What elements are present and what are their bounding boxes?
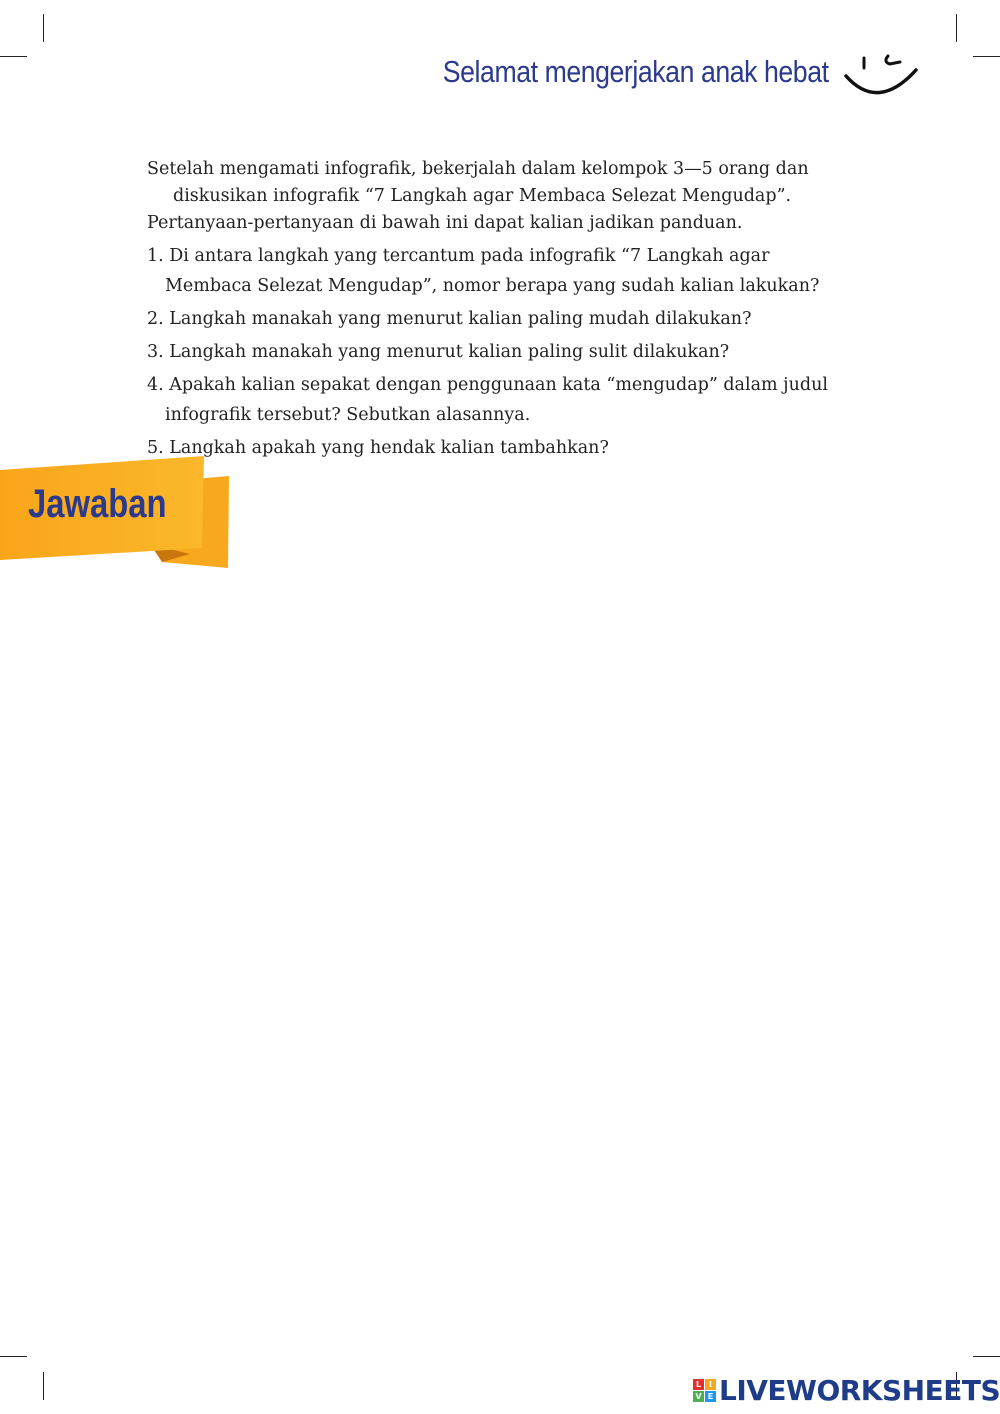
logo-text: LIVEWORKSHEETS xyxy=(719,1374,1000,1407)
crop-mark xyxy=(43,14,44,42)
question-item: 2. Langkah manakah yang menurut kalian paling mudah dilakukan? xyxy=(147,309,752,329)
question-item: 3. Langkah manakah yang menurut kalian paling sulit dilakukan? xyxy=(147,342,730,362)
page-header-title: Selamat mengerjakan anak hebat xyxy=(443,54,829,89)
question-item: 1. Di antara langkah yang tercantum pada infografik “7 Langkah agar Membaca Selezat Mengudap”, nomor berapa yang sudah kalian lakukan? xyxy=(147,246,820,296)
crop-mark xyxy=(973,56,1000,57)
question-item: 4. Apakah kalian sepakat dengan penggunaan kata “mengudap” dalam judul infografik tersebut? Sebutkan alasannya. xyxy=(147,375,828,425)
crop-mark xyxy=(0,1356,27,1357)
crop-mark xyxy=(43,1372,44,1400)
crop-mark xyxy=(973,1356,1000,1357)
logo-grid-icon: L I V E xyxy=(693,1379,716,1402)
intro-line: Pertanyaan-pertanyaan di bawah ini dapat kalian jadikan panduan. xyxy=(147,213,743,233)
smiley-wink-icon xyxy=(842,52,920,102)
instructions-block xyxy=(147,156,847,466)
answer-label: Jawaban xyxy=(28,482,167,526)
intro-line: Setelah mengamati infografik, bekerjalah dalam kelompok 3—5 orang dan xyxy=(147,159,809,179)
question-item: 5. Langkah apakah yang hendak kalian tambahkan? xyxy=(147,438,609,458)
liveworksheets-logo xyxy=(693,1374,1000,1407)
intro-line: diskusikan infografik “7 Langkah agar Membaca Selezat Mengudap”. xyxy=(173,186,792,206)
question-list xyxy=(147,241,847,463)
crop-mark xyxy=(956,14,957,42)
crop-mark xyxy=(0,56,27,57)
